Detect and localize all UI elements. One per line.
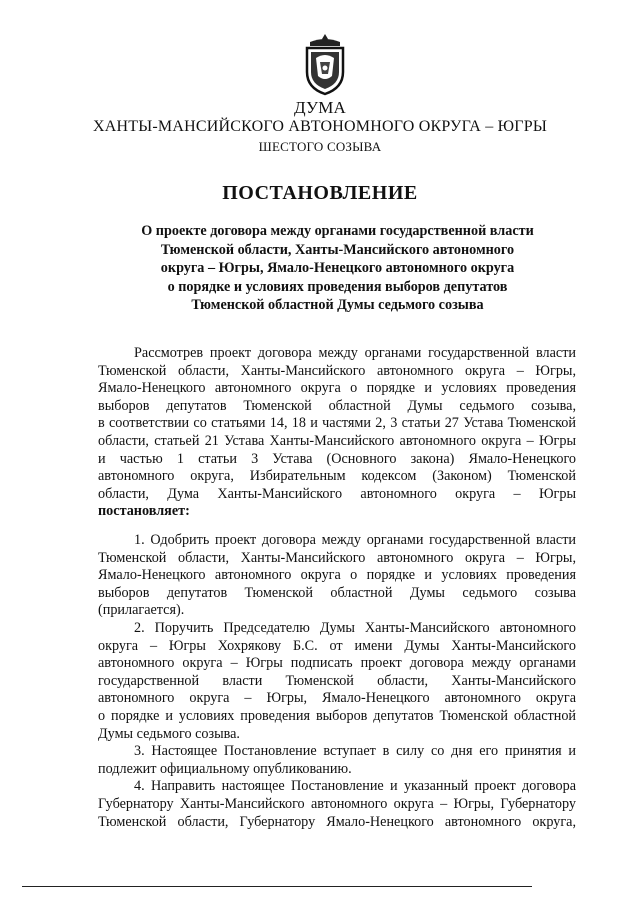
coat-of-arms-emblem — [302, 32, 348, 96]
item-1-line: 1. Одобрить проект договора между органами государственной власти — [134, 532, 576, 548]
preamble-paragraph — [98, 345, 576, 521]
preamble-line: и частью 1 статьи 3 Устава (Основного закона) Ямало-Ненецкого — [98, 450, 576, 467]
preamble-line: Ямало-Ненецкого автономного округа о порядке и условиях проведения — [98, 380, 576, 397]
preamble-line: области, Дума Ханты-Мансийского автономного округа – Югры — [98, 485, 576, 502]
item-1-line: (прилагается). — [98, 602, 185, 619]
item-2-line: о порядке и условиях проведения выборов депутатов Тюменской областной — [98, 707, 576, 724]
preamble-line: Тюменской области, Ханты-Мансийского автономного округа – Югры, — [98, 362, 576, 379]
item-4-line: Тюменской области, Губернатору Ямало-Ненецкого автономного округа, — [98, 813, 576, 830]
item-4-line: Губернатору Ханты-Мансийского автономного округа – Югры, Губернатору — [98, 795, 576, 812]
preamble-line: области, статьей 21 Устава Ханты-Мансийского автономного округа – Югры — [98, 432, 576, 449]
item-1-line: Ямало-Ненецкого автономного округа о порядке и условиях проведения — [98, 567, 576, 584]
footer-rule — [22, 886, 532, 887]
resolves-word: постановляет: — [98, 503, 190, 520]
subject-line: Тюменской областной Думы седьмого созыва — [191, 297, 484, 314]
item-2-line: 2. Поручить Председателю Думы Ханты-Мансийского автономного — [134, 619, 576, 636]
preamble-line: в соответствии со статьями 14, 18 и частями 2, 3 статьи 27 Устава Тюменской — [98, 415, 576, 432]
numbered-items — [98, 532, 576, 831]
subject-line: округа – Югры, Ямало-Ненецкого автономного округа — [160, 260, 515, 277]
item-1-line: выборов депутатов Тюменской областной Думы седьмого созыва — [98, 584, 576, 601]
preamble-line: Рассмотрев проект договора между органами государственной власти — [134, 345, 576, 361]
preamble-line: выборов депутатов Тюменской областной Думы седьмого созыва, — [98, 397, 576, 414]
subject-line: О проекте договора между органами государственной власти — [141, 223, 534, 239]
item-1-line: Тюменской области, Ханты-Мансийского автономного округа – Югры, — [98, 549, 576, 566]
item-2-line: округа – Югры Хохрякову Б.С. от имени Думы Ханты-Мансийского — [98, 637, 576, 654]
subject-line: о порядке и условиях проведения выборов депутатов — [167, 278, 508, 295]
item-2-line: автономного округа – Югры подписать проект договора между органами — [98, 655, 576, 672]
region-heading: ХАНТЫ-МАНСИЙСКОГО АВТОНОМНОГО ОКРУГА – ЮГРЫ — [93, 118, 547, 135]
item-2-line: автономного округа – Югры, Ямало-Ненецкого автономного округа — [98, 690, 576, 707]
subject-line: Тюменской области, Ханты-Мансийского автономного — [160, 241, 515, 258]
item-2-line: Думы седьмого созыва. — [98, 725, 240, 742]
item-2-line: государственной власти Тюменской области, Ханты-Мансийского — [98, 672, 576, 689]
duma-heading: ДУМА — [293, 98, 347, 117]
item-3-line: подлежит официальному опубликованию. — [98, 760, 352, 777]
item-3-line: 3. Настоящее Постановление вступает в силу со дня его принятия и — [134, 743, 576, 760]
item-4-line: 4. Направить настоящее Постановление и указанный проект договора — [134, 778, 576, 795]
preamble-line: автономного округа, Избирательным кодексом (Законом) Тюменской — [98, 468, 576, 485]
subject-block — [100, 222, 575, 315]
convocation-heading: ШЕСТОГО СОЗЫВА — [258, 139, 382, 154]
document-title: ПОСТАНОВЛЕНИЕ — [222, 182, 418, 204]
